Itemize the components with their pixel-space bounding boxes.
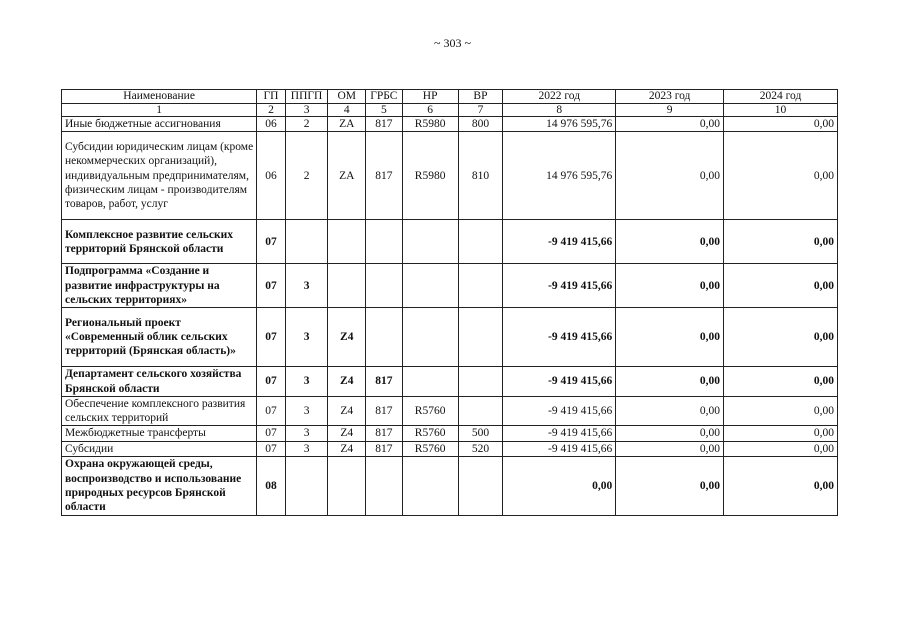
table-row xyxy=(62,456,838,515)
gp-cell: 07 xyxy=(257,367,285,397)
row-name-cell: Субсидии xyxy=(62,441,257,456)
nr-cell xyxy=(402,456,458,515)
om-cell: ZA xyxy=(328,117,366,132)
row-name-cell: Департамент сельского хозяйства Брянской области xyxy=(62,367,257,397)
table-row xyxy=(62,367,838,397)
nr-cell xyxy=(402,367,458,397)
amount-2023-cell: 0,00 xyxy=(616,132,724,220)
ppgp-cell: 3 xyxy=(285,426,328,441)
grbs-cell: 817 xyxy=(366,117,403,132)
amount-2023-cell: 0,00 xyxy=(616,441,724,456)
row-name-cell: Комплексное развитие сельских территорий Брянской области xyxy=(62,220,257,264)
row-name-cell: Охрана окружающей среды, воспроизводство и использование природных ресурсов Брянской области xyxy=(62,456,257,515)
column-number-cell: 7 xyxy=(458,104,503,117)
ppgp-cell: 3 xyxy=(285,264,328,308)
om-cell: Z4 xyxy=(328,308,366,367)
table-row xyxy=(62,441,838,456)
vr-cell: 520 xyxy=(458,441,503,456)
gp-cell: 07 xyxy=(257,426,285,441)
vr-cell xyxy=(458,264,503,308)
amount-2023-cell: 0,00 xyxy=(616,264,724,308)
page-number: ~ 303 ~ xyxy=(434,36,471,50)
header-cell: Наименование xyxy=(62,90,257,104)
grbs-cell: 817 xyxy=(366,441,403,456)
header-cell: ГРБС xyxy=(366,90,403,104)
om-cell xyxy=(328,456,366,515)
column-number-row xyxy=(62,104,838,117)
amount-2024-cell: 0,00 xyxy=(724,132,838,220)
ppgp-cell: 3 xyxy=(285,308,328,367)
column-number-cell: 3 xyxy=(285,104,328,117)
header-cell: 2023 год xyxy=(616,90,724,104)
amount-2024-cell: 0,00 xyxy=(724,441,838,456)
grbs-cell: 817 xyxy=(366,367,403,397)
column-number-cell: 1 xyxy=(62,104,257,117)
row-name-cell: Региональный проект «Современный облик сельских территорий (Брянская область)» xyxy=(62,308,257,367)
vr-cell xyxy=(458,396,503,426)
nr-cell: R5980 xyxy=(402,132,458,220)
column-number-cell: 2 xyxy=(257,104,285,117)
row-name-cell: Подпрограмма «Создание и развитие инфраструктуры на сельских территориях» xyxy=(62,264,257,308)
row-name-cell: Иные бюджетные ассигнования xyxy=(62,117,257,132)
table-row xyxy=(62,396,838,426)
vr-cell xyxy=(458,367,503,397)
amount-2023-cell: 0,00 xyxy=(616,117,724,132)
gp-cell: 07 xyxy=(257,396,285,426)
column-number-cell: 8 xyxy=(503,104,616,117)
om-cell: Z4 xyxy=(328,441,366,456)
amount-2023-cell: 0,00 xyxy=(616,308,724,367)
om-cell: Z4 xyxy=(328,396,366,426)
amount-2022-cell: -9 419 415,66 xyxy=(503,396,616,426)
gp-cell: 07 xyxy=(257,441,285,456)
om-cell xyxy=(328,220,366,264)
nr-cell: R5760 xyxy=(402,396,458,426)
ppgp-cell: 3 xyxy=(285,367,328,397)
amount-2022-cell: 14 976 595,76 xyxy=(503,117,616,132)
header-cell: ОМ xyxy=(328,90,366,104)
om-cell: Z4 xyxy=(328,367,366,397)
gp-cell: 07 xyxy=(257,308,285,367)
om-cell xyxy=(328,264,366,308)
header-row xyxy=(62,90,838,104)
vr-cell xyxy=(458,308,503,367)
ppgp-cell: 3 xyxy=(285,396,328,426)
amount-2022-cell: -9 419 415,66 xyxy=(503,367,616,397)
vr-cell: 500 xyxy=(458,426,503,441)
nr-cell xyxy=(402,264,458,308)
vr-cell xyxy=(458,456,503,515)
amount-2024-cell: 0,00 xyxy=(724,456,838,515)
ppgp-cell xyxy=(285,220,328,264)
amount-2022-cell: -9 419 415,66 xyxy=(503,308,616,367)
amount-2024-cell: 0,00 xyxy=(724,117,838,132)
om-cell: Z4 xyxy=(328,426,366,441)
grbs-cell xyxy=(366,456,403,515)
amount-2024-cell: 0,00 xyxy=(724,396,838,426)
vr-cell: 800 xyxy=(458,117,503,132)
nr-cell: R5980 xyxy=(402,117,458,132)
amount-2022-cell: 14 976 595,76 xyxy=(503,132,616,220)
grbs-cell: 817 xyxy=(366,426,403,441)
ppgp-cell: 2 xyxy=(285,117,328,132)
header-cell: 2022 год xyxy=(503,90,616,104)
column-number-cell: 5 xyxy=(366,104,403,117)
header-cell: 2024 год xyxy=(724,90,838,104)
header-cell: ВР xyxy=(458,90,503,104)
grbs-cell xyxy=(366,220,403,264)
amount-2024-cell: 0,00 xyxy=(724,367,838,397)
budget-table xyxy=(61,89,838,516)
table-row xyxy=(62,308,838,367)
vr-cell: 810 xyxy=(458,132,503,220)
grbs-cell xyxy=(366,308,403,367)
table-row xyxy=(62,264,838,308)
column-number-cell: 6 xyxy=(402,104,458,117)
row-name-cell: Обеспечение комплексного развития сельских территорий xyxy=(62,396,257,426)
column-number-cell: 4 xyxy=(328,104,366,117)
amount-2023-cell: 0,00 xyxy=(616,220,724,264)
nr-cell: R5760 xyxy=(402,426,458,441)
table-row xyxy=(62,426,838,441)
column-number-cell: 9 xyxy=(616,104,724,117)
table-row xyxy=(62,117,838,132)
amount-2023-cell: 0,00 xyxy=(616,367,724,397)
header-cell: ППГП xyxy=(285,90,328,104)
vr-cell xyxy=(458,220,503,264)
gp-cell: 06 xyxy=(257,132,285,220)
header-cell: НР xyxy=(402,90,458,104)
om-cell: ZA xyxy=(328,132,366,220)
nr-cell xyxy=(402,220,458,264)
gp-cell: 06 xyxy=(257,117,285,132)
amount-2022-cell: -9 419 415,66 xyxy=(503,441,616,456)
grbs-cell xyxy=(366,264,403,308)
amount-2022-cell: 0,00 xyxy=(503,456,616,515)
gp-cell: 08 xyxy=(257,456,285,515)
nr-cell xyxy=(402,308,458,367)
gp-cell: 07 xyxy=(257,264,285,308)
grbs-cell: 817 xyxy=(366,132,403,220)
table-row xyxy=(62,132,838,220)
header-cell: ГП xyxy=(257,90,285,104)
amount-2023-cell: 0,00 xyxy=(616,456,724,515)
ppgp-cell: 3 xyxy=(285,441,328,456)
grbs-cell: 817 xyxy=(366,396,403,426)
amount-2023-cell: 0,00 xyxy=(616,426,724,441)
row-name-cell: Межбюджетные трансферты xyxy=(62,426,257,441)
ppgp-cell: 2 xyxy=(285,132,328,220)
amount-2022-cell: -9 419 415,66 xyxy=(503,220,616,264)
gp-cell: 07 xyxy=(257,220,285,264)
amount-2023-cell: 0,00 xyxy=(616,396,724,426)
amount-2024-cell: 0,00 xyxy=(724,220,838,264)
table-row xyxy=(62,220,838,264)
amount-2024-cell: 0,00 xyxy=(724,308,838,367)
amount-2022-cell: -9 419 415,66 xyxy=(503,426,616,441)
column-number-cell: 10 xyxy=(724,104,838,117)
amount-2024-cell: 0,00 xyxy=(724,426,838,441)
row-name-cell: Субсидии юридическим лицам (кроме некоммерческих организаций), индивидуальным предпринимателям, физическим лицам - производителям товаров, работ, услуг xyxy=(62,132,257,220)
ppgp-cell xyxy=(285,456,328,515)
nr-cell: R5760 xyxy=(402,441,458,456)
amount-2024-cell: 0,00 xyxy=(724,264,838,308)
amount-2022-cell: -9 419 415,66 xyxy=(503,264,616,308)
